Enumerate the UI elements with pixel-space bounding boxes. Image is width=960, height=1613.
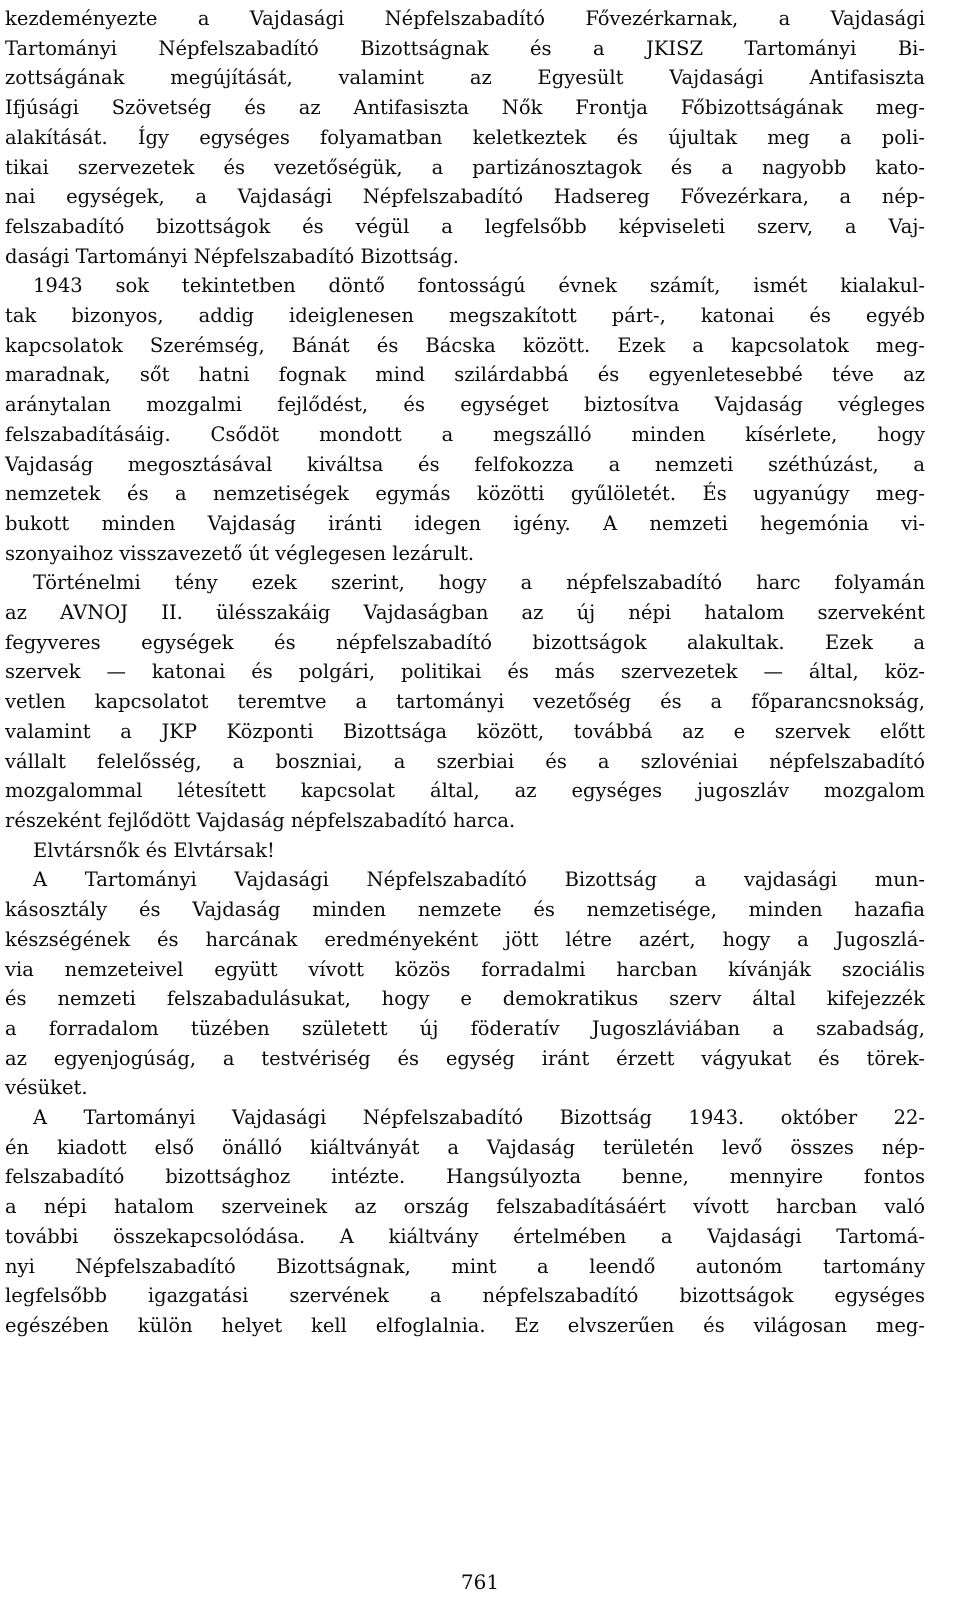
text-line: 1943 sok tekintetben döntő fontosságú évnek számít, ismét kialakul- (33, 274, 925, 298)
text-line: vésüket. (5, 1076, 88, 1100)
paragraph (5, 568, 925, 835)
text-line: felszabadító bizottsághoz intézte. Hangsúlyozta benne, mennyire fontos (5, 1165, 925, 1189)
text-line: Elvtársnők és Elvtársak! (33, 838, 275, 862)
text-line: felszabadításáig. Csődöt mondott a megszálló minden kísérlete, hogy (5, 422, 925, 446)
text-line: a népi hatalom szerveinek az ország felszabadításáért vívott harcban való (5, 1195, 925, 1219)
text-line: Vajdaság megosztásával kiváltsa és felfokozza a nemzeti széthúzást, a (5, 452, 925, 476)
text-line: A Tartományi Vajdasági Népfelszabadító Bizottság 1943. október 22- (33, 1106, 925, 1130)
text-line: maradnak, sőt hatni fognak mind szilárdabbá és egyenletesebbé téve az (5, 363, 925, 387)
text-line: Tartományi Népfelszabadító Bizottságnak és a JKISZ Tartományi Bi- (5, 36, 925, 60)
text-line: nai egységek, a Vajdasági Népfelszabadító Hadsereg Fővezérkara, a nép- (5, 185, 925, 209)
text-line: felszabadító bizottságok és végül a legfelsőbb képviseleti szerv, a Vaj- (5, 214, 925, 238)
text-line: kezdeményezte a Vajdasági Népfelszabadító Fővezérkarnak, a Vajdasági (5, 7, 925, 30)
text-line: zottságának megújítását, valamint az Egyesült Vajdasági Antifasiszta (5, 66, 925, 90)
text-line: Ifjúsági Szövetség és az Antifasiszta Nők Frontja Főbizottságának meg- (5, 96, 925, 120)
text-line: tikai szervezetek és vezetőségük, a partizánosztagok és a nagyobb kato- (5, 155, 925, 179)
paragraph (5, 271, 925, 568)
paragraph (5, 1103, 925, 1341)
text-line: én kiadott első önálló kiáltványát a Vajdaság területén levő összes nép- (5, 1135, 925, 1159)
text-line: nemzetek és a nemzetiségek egymás közötti gyűlöletét. És ugyanúgy meg- (5, 482, 925, 506)
text-line: vállalt felelősség, a boszniai, a szerbiai és a szlovéniai népfelszabadító (5, 749, 925, 773)
text-line: egészében külön helyet kell elfoglalnia. Ez elvszerűen és világosan meg- (5, 1313, 925, 1337)
page-number: 761 (460, 1570, 500, 1594)
text-line: további összekapcsolódása. A kiáltvány értelmében a Vajdasági Tartomá- (5, 1224, 925, 1248)
text-line: kásosztály és Vajdaság minden nemzete és nemzetisége, minden hazafia (5, 898, 925, 922)
text-line: szonyaihoz visszavezető út véglegesen lezárult. (5, 541, 475, 565)
text-line: nyi Népfelszabadító Bizottságnak, mint a leendő autonóm tartomány (5, 1254, 925, 1278)
text-line: dasági Tartományi Népfelszabadító Bizottság. (5, 244, 459, 268)
text-line: részeként fejlődött Vajdaság népfelszabadító harca. (5, 808, 516, 832)
text-line: mozgalommal létesített kapcsolat által, az egységes jugoszláv mozgalom (5, 779, 925, 803)
text-line: aránytalan mozgalmi fejlődést, és egységet biztosítva Vajdaság végleges (5, 393, 925, 417)
text-line: Történelmi tény ezek szerint, hogy a népfelszabadító harc folyamán (33, 571, 925, 595)
text-line: a forradalom tüzében született új föderatív Jugoszláviában a szabadság, (5, 1016, 925, 1040)
text-line: kapcsolatok Szerémség, Bánát és Bácska között. Ezek a kapcsolatok meg- (5, 333, 925, 357)
text-line: vetlen kapcsolatot teremtve a tartományi vezetőség és a főparancsnokság, (5, 690, 925, 714)
text-line: az egyenjogúság, a testvériség és egység iránt érzett vágyukat és törek- (5, 1046, 925, 1070)
text-line: és nemzeti felszabadulásukat, hogy e demokratikus szerv által kifejezzék (5, 987, 925, 1011)
paragraph (5, 4, 925, 271)
text-line: alakítását. Így egységes folyamatban keletkeztek és újultak meg a poli- (5, 125, 925, 149)
text-line: az AVNOJ II. ülésszakáig Vajdaságban az új népi hatalom szerveként (5, 601, 925, 625)
text-line: A Tartományi Vajdasági Népfelszabadító Bizottság a vajdasági mun- (33, 868, 925, 892)
body-text (5, 4, 925, 1341)
text-line: legfelsőbb igazgatási szervének a népfelszabadító bizottságok egységes (5, 1284, 925, 1308)
text-line: készségének és harcának eredményeként jött létre azért, hogy a Jugoszlá- (5, 927, 925, 951)
text-line: tak bizonyos, addig ideiglenesen megszakított párt-, katonai és egyéb (5, 304, 925, 328)
text-line: valamint a JKP Központi Bizottsága között, továbbá az e szervek előtt (5, 719, 925, 743)
text-line: via nemzeteivel együtt vívott közös forradalmi harcban kívánják szociális (5, 957, 925, 981)
paragraph (5, 865, 925, 1103)
text-line: fegyveres egységek és népfelszabadító bizottságok alakultak. Ezek a (5, 630, 925, 654)
text-line: szervek — katonai és polgári, politikai és más szervezetek — által, köz- (5, 660, 925, 684)
paragraph (5, 836, 925, 866)
text-line: bukott minden Vajdaság iránti idegen igény. A nemzeti hegemónia vi- (5, 511, 925, 535)
